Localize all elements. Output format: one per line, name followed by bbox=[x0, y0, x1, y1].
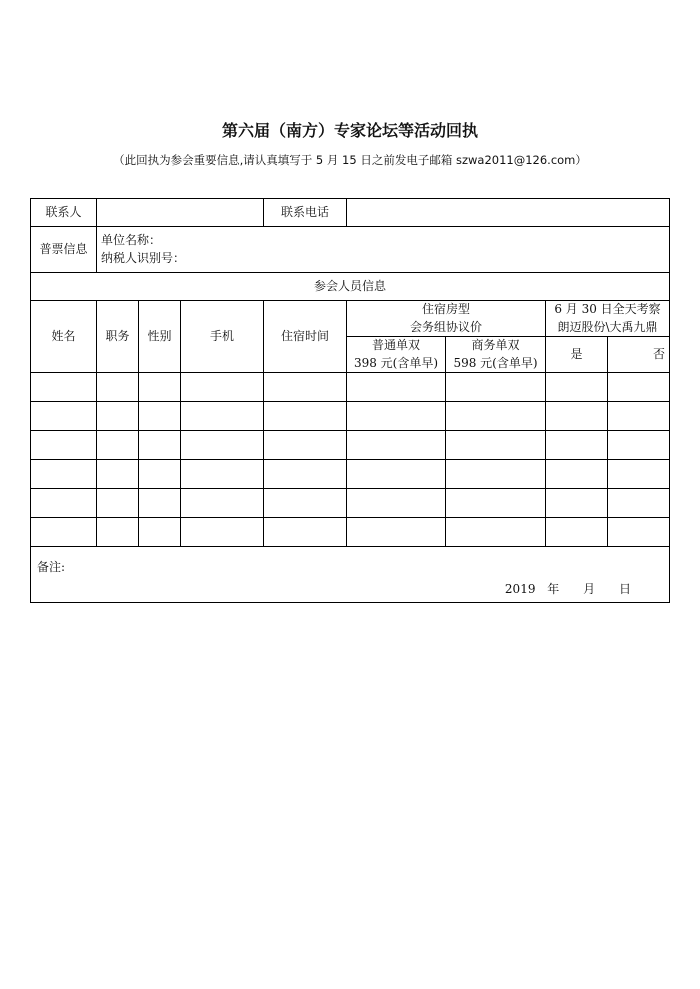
cell-mobile[interactable] bbox=[181, 431, 264, 460]
cell-standard-room[interactable] bbox=[347, 460, 446, 489]
header-name: 姓名 bbox=[31, 301, 97, 373]
cell-visit-yes[interactable] bbox=[546, 518, 608, 547]
standard-room-line1: 普通单双 bbox=[371, 338, 420, 353]
cell-stay-time[interactable] bbox=[264, 460, 347, 489]
cell-business-room[interactable] bbox=[446, 431, 546, 460]
date-year: 2019 bbox=[504, 581, 536, 596]
cell-stay-time[interactable] bbox=[264, 373, 347, 402]
table-row bbox=[31, 460, 670, 489]
header-gender: 性别 bbox=[139, 301, 181, 373]
table-row bbox=[31, 402, 670, 431]
cell-business-room[interactable] bbox=[446, 518, 546, 547]
document-title: 第六届（南方）专家论坛等活动回执 bbox=[221, 121, 478, 140]
date-year-label: 年 bbox=[547, 581, 560, 596]
date-line bbox=[505, 581, 631, 598]
site-visit-line1: 6 月 30 日全天考察 bbox=[554, 302, 661, 317]
table-row bbox=[31, 489, 670, 518]
header-site-visit bbox=[546, 301, 670, 337]
table-row bbox=[31, 431, 670, 460]
site-visit-line2: 朗迈股份\大禹九鼎 bbox=[557, 319, 658, 334]
cell-visit-yes[interactable] bbox=[546, 402, 608, 431]
cell-name[interactable] bbox=[31, 402, 97, 431]
table-row bbox=[31, 518, 670, 547]
cell-visit-yes[interactable] bbox=[546, 431, 608, 460]
invoice-info-label: 普票信息 bbox=[31, 227, 97, 273]
cell-visit-no[interactable] bbox=[608, 518, 670, 547]
cell-visit-no[interactable] bbox=[608, 373, 670, 402]
cell-gender[interactable] bbox=[139, 489, 181, 518]
cell-standard-room[interactable] bbox=[347, 431, 446, 460]
unit-name-label: 单位名称： bbox=[101, 233, 162, 248]
cell-position[interactable] bbox=[97, 460, 139, 489]
cell-mobile[interactable] bbox=[181, 489, 264, 518]
date-month-label: 月 bbox=[583, 581, 596, 596]
cell-gender[interactable] bbox=[139, 431, 181, 460]
cell-position[interactable] bbox=[97, 518, 139, 547]
cell-name[interactable] bbox=[31, 460, 97, 489]
cell-visit-no[interactable] bbox=[608, 489, 670, 518]
business-room-line1: 商务单双 bbox=[471, 338, 520, 353]
header-standard-room bbox=[347, 337, 446, 373]
cell-position[interactable] bbox=[97, 431, 139, 460]
cell-gender[interactable] bbox=[139, 373, 181, 402]
cell-standard-room[interactable] bbox=[347, 489, 446, 518]
contact-person-field[interactable] bbox=[97, 199, 264, 227]
header-room-type bbox=[347, 301, 546, 337]
document-subtitle: （此回执为参会重要信息,请认真填写于 5 月 15 日之前发电子邮箱 szwa2011@126.com） bbox=[113, 153, 587, 167]
cell-standard-room[interactable] bbox=[347, 373, 446, 402]
contact-phone-field[interactable] bbox=[347, 199, 670, 227]
cell-position[interactable] bbox=[97, 489, 139, 518]
standard-room-line2: 398 元(含单早) bbox=[353, 355, 439, 370]
tax-id-label: 纳税人识别号： bbox=[101, 250, 186, 265]
cell-visit-yes[interactable] bbox=[546, 373, 608, 402]
cell-gender[interactable] bbox=[139, 402, 181, 431]
room-type-line1: 住宿房型 bbox=[421, 302, 470, 317]
cell-mobile[interactable] bbox=[181, 373, 264, 402]
table-row bbox=[31, 373, 670, 402]
contact-person-label: 联系人 bbox=[31, 199, 97, 227]
cell-stay-time[interactable] bbox=[264, 431, 347, 460]
header-visit-yes: 是 bbox=[546, 337, 608, 373]
invoice-info-field[interactable] bbox=[97, 227, 670, 273]
cell-mobile[interactable] bbox=[181, 518, 264, 547]
contact-phone-label: 联系电话 bbox=[264, 199, 347, 227]
remarks-label: 备注: bbox=[37, 560, 66, 574]
cell-visit-yes[interactable] bbox=[546, 460, 608, 489]
cell-mobile[interactable] bbox=[181, 460, 264, 489]
header-position: 职务 bbox=[97, 301, 139, 373]
header-mobile: 手机 bbox=[181, 301, 264, 373]
cell-visit-yes[interactable] bbox=[546, 489, 608, 518]
cell-name[interactable] bbox=[31, 431, 97, 460]
cell-gender[interactable] bbox=[139, 518, 181, 547]
cell-stay-time[interactable] bbox=[264, 402, 347, 431]
cell-gender[interactable] bbox=[139, 460, 181, 489]
cell-business-room[interactable] bbox=[446, 460, 546, 489]
cell-stay-time[interactable] bbox=[264, 489, 347, 518]
date-day-label: 日 bbox=[618, 581, 631, 596]
cell-position[interactable] bbox=[97, 402, 139, 431]
cell-name[interactable] bbox=[31, 489, 97, 518]
cell-visit-no[interactable] bbox=[608, 402, 670, 431]
cell-mobile[interactable] bbox=[181, 402, 264, 431]
header-stay-time: 住宿时间 bbox=[264, 301, 347, 373]
cell-standard-room[interactable] bbox=[347, 518, 446, 547]
cell-business-room[interactable] bbox=[446, 373, 546, 402]
cell-visit-no[interactable] bbox=[608, 431, 670, 460]
cell-business-room[interactable] bbox=[446, 402, 546, 431]
cell-standard-room[interactable] bbox=[347, 402, 446, 431]
room-type-line2: 会务组协议价 bbox=[409, 319, 482, 334]
attendee-info-title: 参会人员信息 bbox=[31, 273, 670, 301]
cell-name[interactable] bbox=[31, 518, 97, 547]
header-business-room bbox=[446, 337, 546, 373]
cell-visit-no[interactable] bbox=[608, 460, 670, 489]
cell-stay-time[interactable] bbox=[264, 518, 347, 547]
business-room-line2: 598 元(含单早) bbox=[453, 355, 538, 370]
cell-business-room[interactable] bbox=[446, 489, 546, 518]
remarks-field[interactable] bbox=[31, 547, 670, 603]
cell-position[interactable] bbox=[97, 373, 139, 402]
cell-name[interactable] bbox=[31, 373, 97, 402]
header-visit-no: 否 bbox=[608, 337, 670, 373]
reply-form-table bbox=[30, 198, 670, 603]
